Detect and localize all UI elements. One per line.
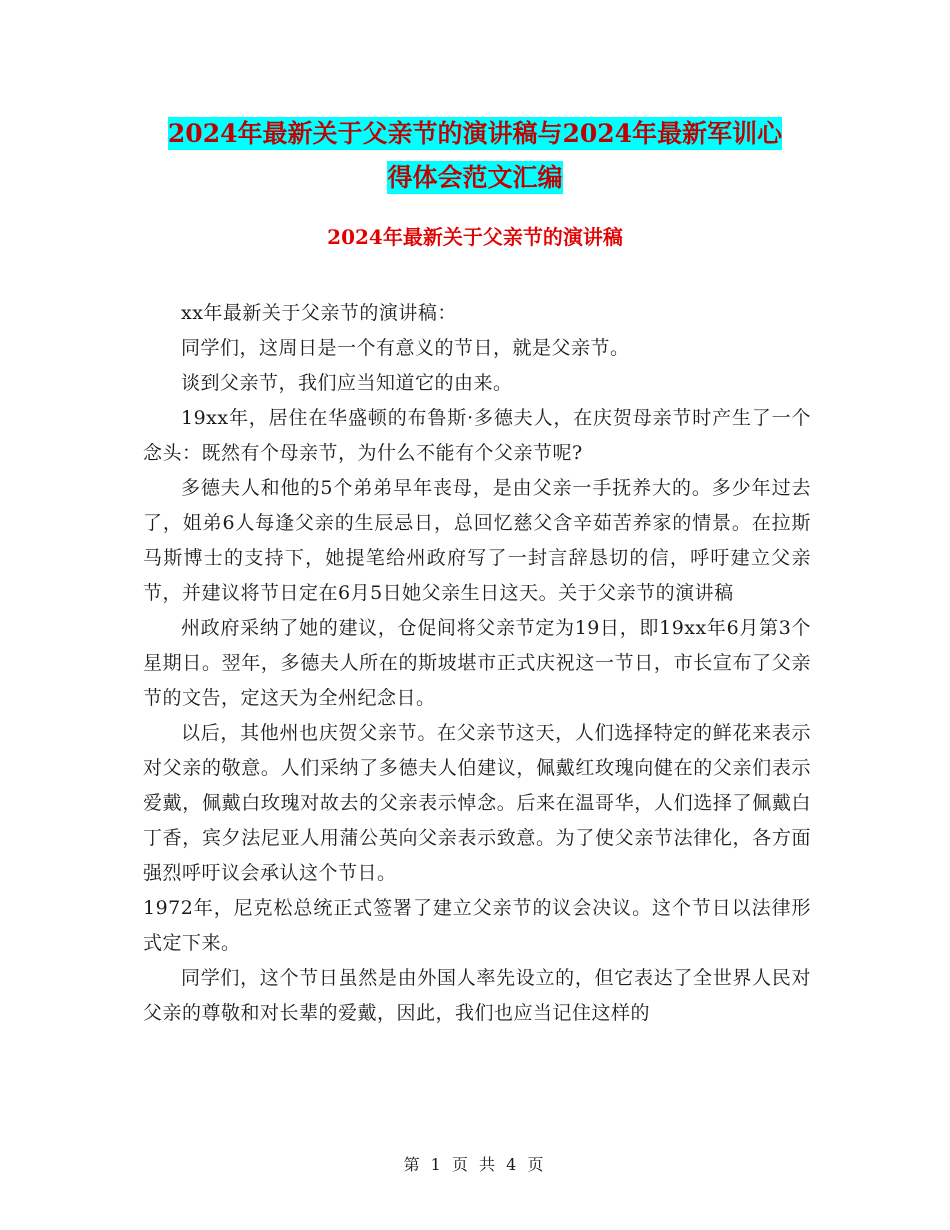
title-line-1: 2024年最新关于父亲节的演讲稿与2024年最新军训心 (167, 119, 783, 148)
section-heading: 2024年最新关于父亲节的演讲稿 (327, 225, 623, 249)
paragraph-2: 同学们，这周日是一个有意义的节日，就是父亲节。 (181, 337, 630, 359)
paragraph-4: 19xx年，居住在华盛顿的布鲁斯·多德夫人，在庆贺母亲节时产生了一个念头：既然有个母亲节，为什么不能有个父亲节呢? (143, 407, 811, 464)
paragraph-3: 谈到父亲节，我们应当知道它的由来。 (181, 372, 513, 394)
paragraph-8: 1972年，尼克松总统正式签署了建立父亲节的议会决议。这个节日以法律形式定下来。 (143, 897, 811, 954)
title-line-2: 得体会范文汇编 (387, 163, 563, 192)
paragraph-1: xx年最新关于父亲节的演讲稿： (181, 302, 457, 324)
paragraph-6: 州政府采纳了她的建议，仓促间将父亲节定为19日，即19xx年6月第3个星期日。翌年，多德夫人所在的斯坡堪市正式庆祝这一节日，市长宣布了父亲节的文告，定这天为全州纪念日。 (143, 617, 811, 709)
document-body (143, 296, 811, 1031)
document-title (140, 112, 810, 200)
page-footer: 第 1 页 共 4 页 (403, 1155, 547, 1174)
paragraph-5: 多德夫人和他的5个弟弟早年丧母，是由父亲一手抚养大的。多少年过去了，姐弟6人每逢父亲的生辰忌日，总回忆慈父含辛茹苦养家的情景。在拉斯马斯博士的支持下，她提笔给州政府写了一封言辞恳切的信，呼吁建立父亲节，并建议将节日定在6月5日她父亲生日这天。关于父亲节的演讲稿 (143, 477, 811, 604)
paragraph-9: 同学们，这个节日虽然是由外国人率先设立的，但它表达了全世界人民对父亲的尊敬和对长辈的爱戴，因此，我们也应当记住这样的 (143, 967, 811, 1024)
paragraph-7: 以后，其他州也庆贺父亲节。在父亲节这天，人们选择特定的鲜花来表示对父亲的敬意。人们采纳了多德夫人伯建议，佩戴红玫瑰向健在的父亲们表示爱戴，佩戴白玫瑰对故去的父亲表示悼念。后来在温哥华，人们选择了佩戴白丁香，宾夕法尼亚人用蒲公英向父亲表示致意。为了使父亲节法律化，各方面强烈呼吁议会承认这个节日。 (143, 722, 811, 884)
